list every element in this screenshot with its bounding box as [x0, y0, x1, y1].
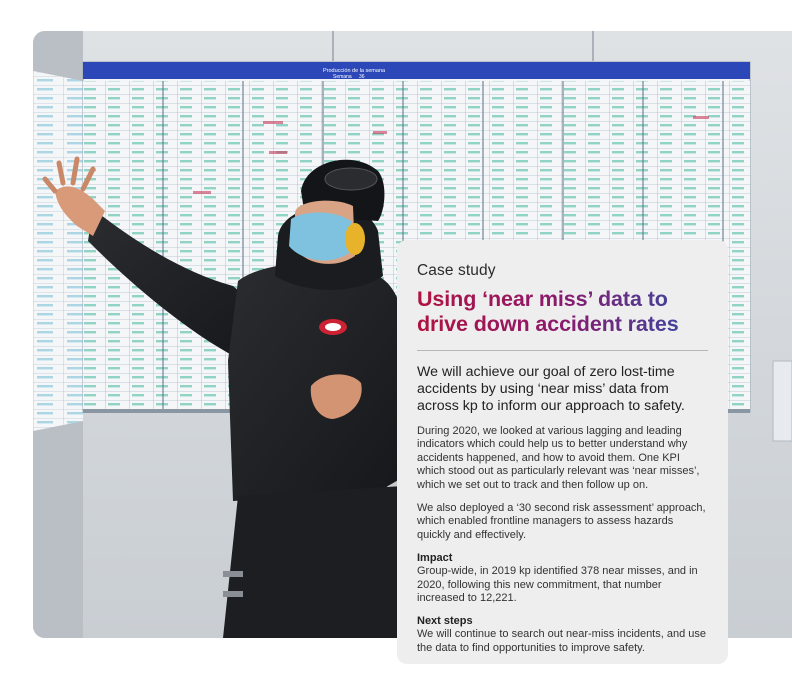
- title-line-1: Using ‘near miss’ data to: [417, 287, 668, 311]
- body-paragraph-1: During 2020, we looked at various lagging and leading indicators which could help us to better understand why accidents happened, and how to avoid them. One KPI which stood out as particularly relevant was ‘near misses’, which we set out to track and then follow up on.: [417, 425, 700, 491]
- case-study-card: [397, 240, 728, 664]
- title-line-2: drive down accident rates: [417, 312, 679, 336]
- next-steps-heading: Next steps: [417, 615, 473, 628]
- board-header-bar: [83, 62, 750, 79]
- board-header-title: Producción de la semana: [323, 68, 386, 74]
- case-study-title: [417, 287, 708, 337]
- impact-text: Group-wide, in 2019 kp identified 378 near misses, and in 2020, following this new commitment, that number increased to 12,221.: [417, 565, 698, 605]
- next-steps-text: We will continue to search out near-miss incidents, and use the data to find opportunities to improve safety.: [417, 628, 706, 654]
- case-study-eyebrow: Case study: [417, 262, 496, 279]
- board-header-week-label: Semana: [333, 74, 352, 80]
- lead-paragraph: We will achieve our goal of zero lost-time accidents by using ‘near miss’ data from across kp to inform our approach to safety.: [417, 364, 685, 414]
- title-divider: [417, 350, 708, 351]
- board-header-week-value: 36: [359, 74, 365, 80]
- body-paragraph-2: We also deployed a ‘30 second risk assessment’ approach, which enabled frontline managers to assess hazards quickly and effectively.: [417, 502, 706, 541]
- impact-heading: Impact: [417, 552, 453, 565]
